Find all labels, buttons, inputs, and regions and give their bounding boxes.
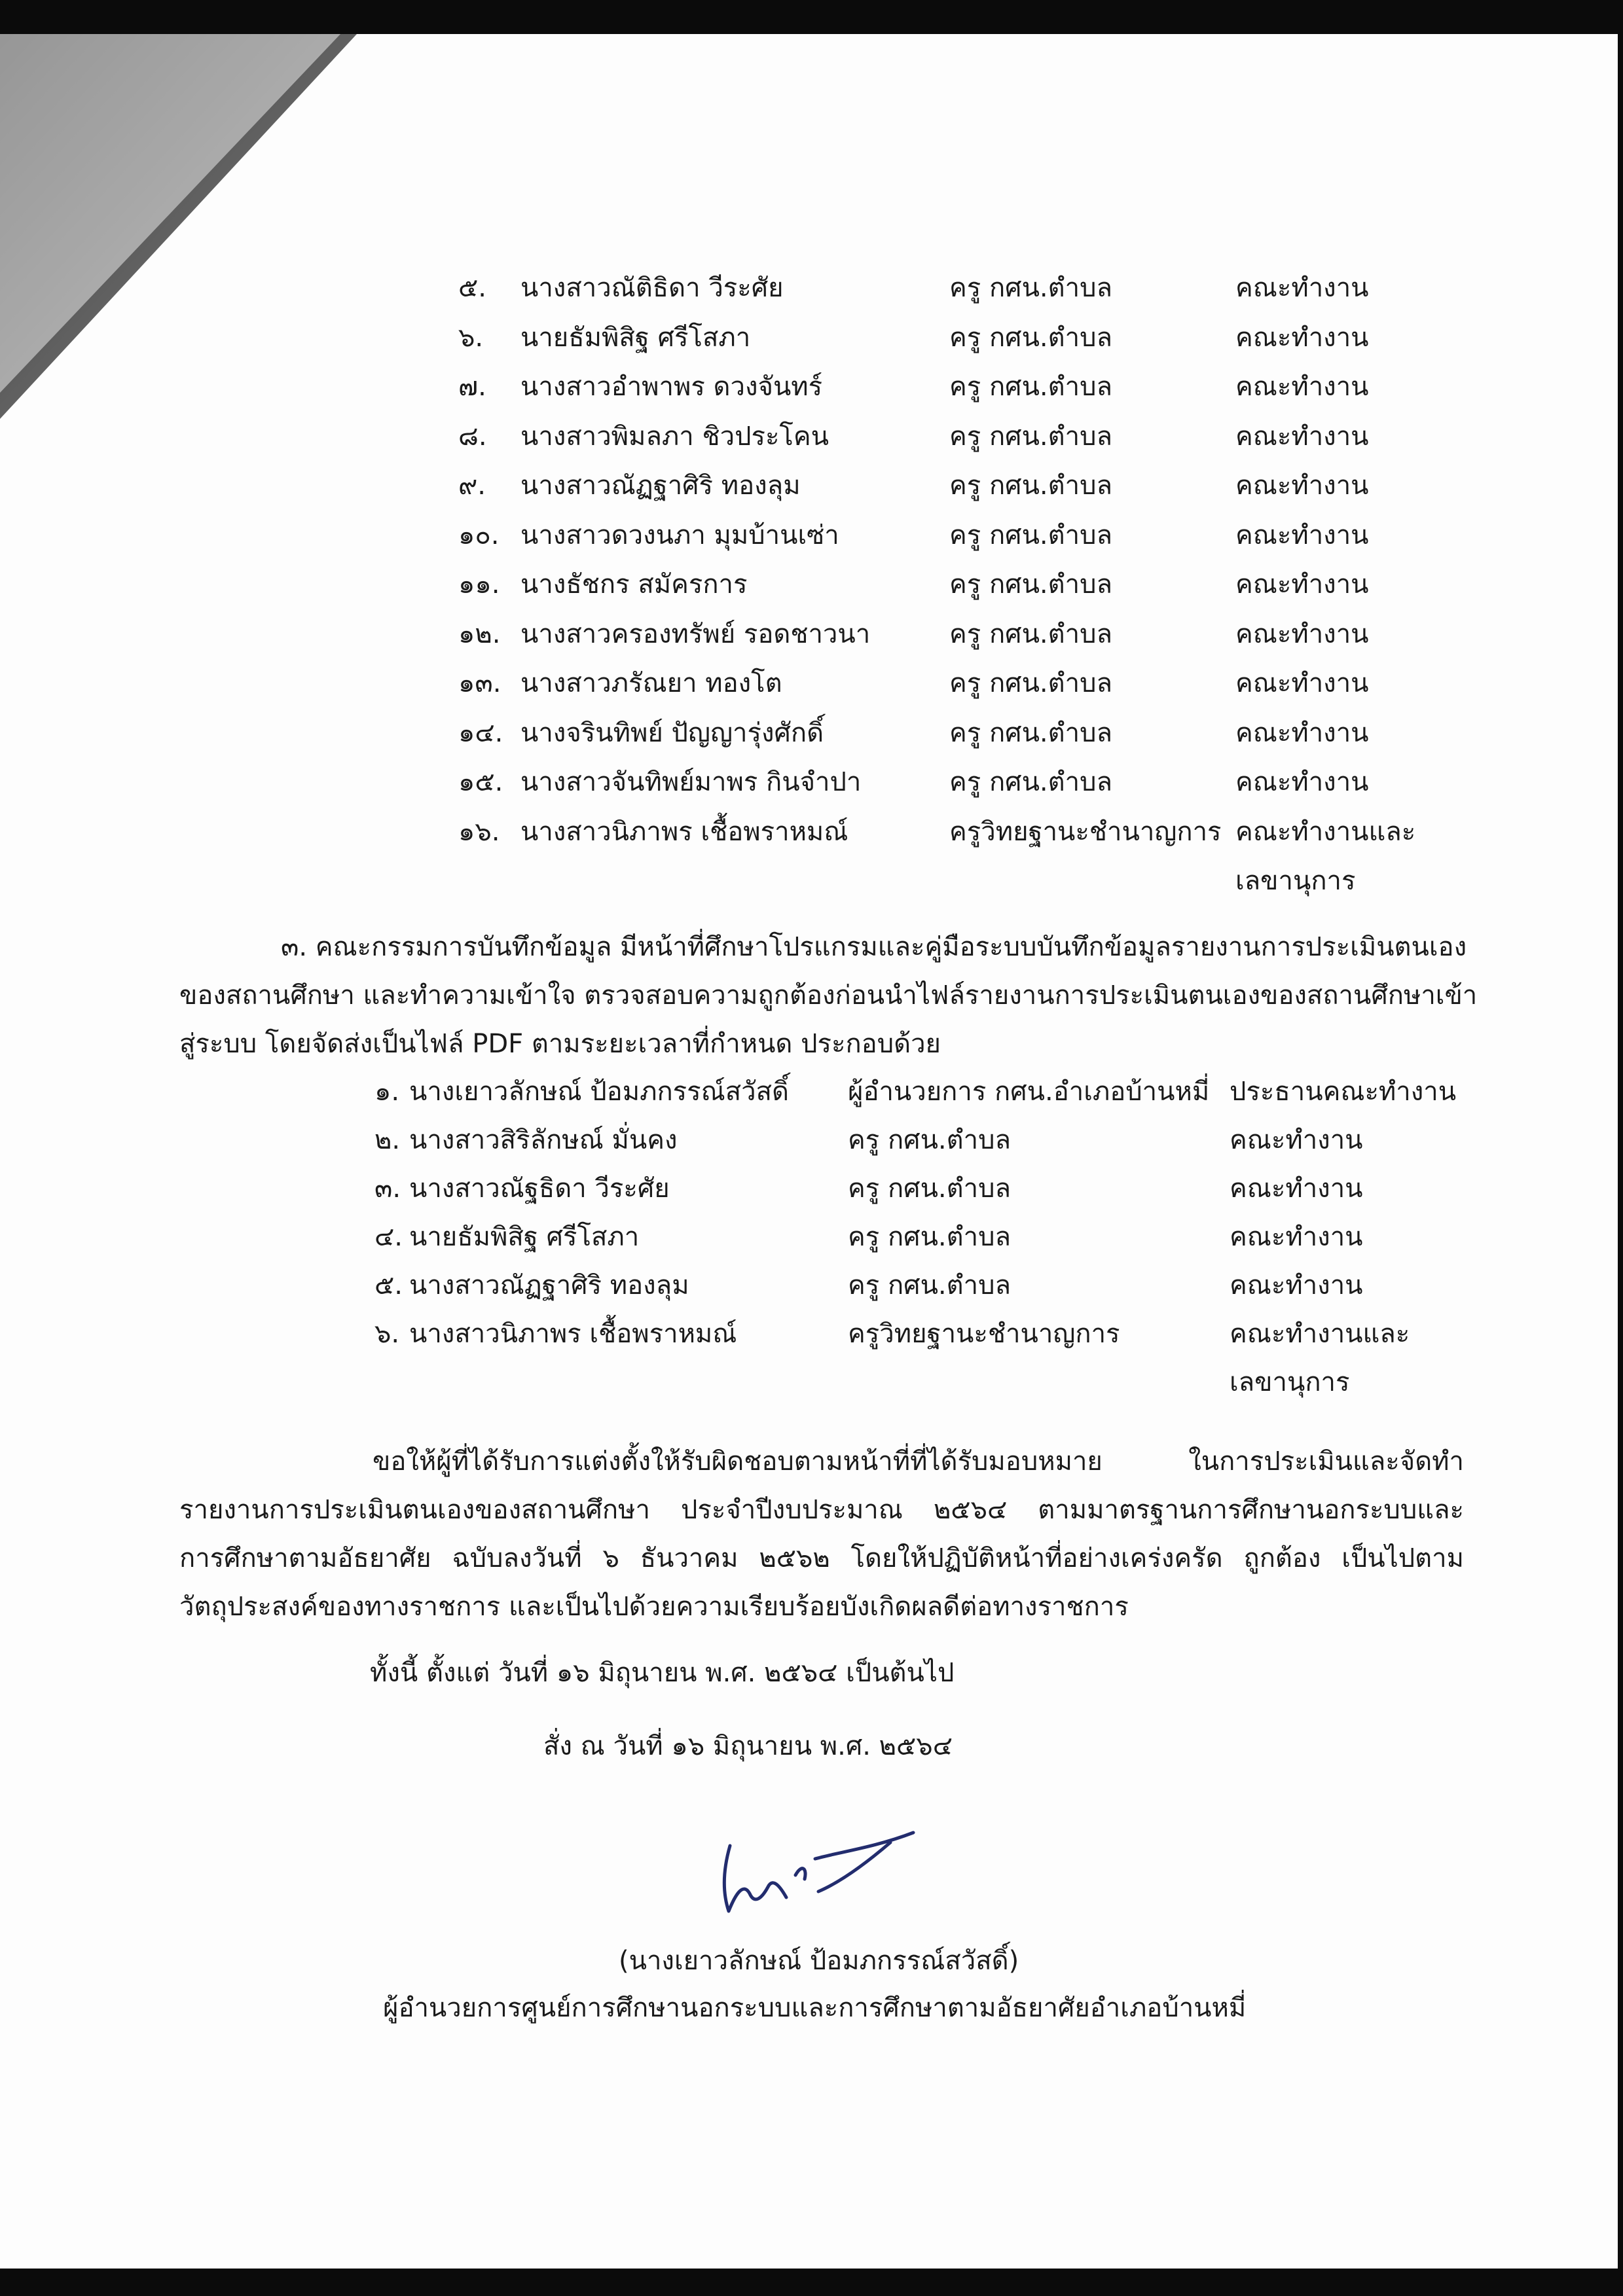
item-number: ๖.: [374, 1319, 400, 1349]
item-number: ๑๐.: [458, 520, 500, 550]
person-name: นางสาวณัฐธิดา วีระศัย: [409, 1174, 670, 1204]
person-position: ครูวิทยฐานะชำนาญการ: [848, 1319, 1120, 1349]
person-name: นางสาวจันทิพย์มาพร กินจำปา: [520, 767, 862, 797]
paragraph-line: การศึกษาตามอัธยาศัย ฉบับลงวันที่ ๖ ธันวาคม ๒๕๖๒ โดยให้ปฏิบัติหน้าที่อย่างเคร่งครัด ถูกต้อง เป็นไปตาม: [179, 1543, 1464, 1573]
committee-role: คณะทำงาน: [1235, 717, 1369, 748]
item-number: ๕.: [374, 1270, 403, 1300]
person-name: นางสาวดวงนภา มุมบ้านเซ่า: [520, 520, 839, 550]
committee-role: เลขานุการ: [1235, 866, 1356, 896]
effective-date: ทั้งนี้ ตั้งแต่ วันที่ ๑๖ มิถุนายน พ.ศ. ๒๕๖๔ เป็นต้นไป: [370, 1658, 955, 1688]
person-name: นางสาวสิริลักษณ์ มั่นคง: [409, 1125, 678, 1155]
paragraph-line: ๓. คณะกรรมการบันทึกข้อมูล มีหน้าที่ศึกษาโปรแกรมและคู่มือระบบบันทึกข้อมูลรายงานการประเมินตนเอง: [281, 932, 1467, 962]
item-number: ๖.: [458, 322, 484, 353]
committee-role: คณะทำงาน: [1230, 1270, 1363, 1300]
item-number: ๓.: [374, 1174, 401, 1204]
item-number: ๒.: [374, 1125, 401, 1155]
person-name: นายธัมพิสิฐ ศรีโสภา: [409, 1222, 640, 1252]
person-name: นายธัมพิสิฐ ศรีโสภา: [520, 322, 751, 353]
paragraph-line: สู่ระบบ โดยจัดส่งเป็นไฟล์ PDF ตามระยะเวลาที่กำหนด ประกอบด้วย: [179, 1029, 941, 1059]
committee-role: คณะทำงาน: [1235, 372, 1369, 402]
committee-role: ประธานคณะทำงาน: [1230, 1077, 1457, 1107]
person-position: ผู้อำนวยการ กศน.อำเภอบ้านหมี่: [848, 1077, 1210, 1107]
person-position: ครู กศน.ตำบล: [949, 520, 1112, 550]
item-number: ๕.: [458, 273, 486, 303]
person-position: ครู กศน.ตำบล: [848, 1270, 1011, 1300]
committee-role: เลขานุการ: [1230, 1367, 1350, 1397]
person-name: นางจรินทิพย์ ปัญญารุ่งศักดิ์: [520, 717, 824, 748]
person-position: ครู กศน.ตำบล: [949, 668, 1112, 698]
committee-role: คณะทำงาน: [1235, 668, 1369, 698]
item-number: ๑๒.: [458, 619, 501, 649]
person-position: ครู กศน.ตำบล: [949, 372, 1112, 402]
person-position: ครู กศน.ตำบล: [848, 1174, 1011, 1204]
item-number: ๘.: [458, 421, 487, 452]
person-name: นางธัชกร สมัครการ: [520, 569, 748, 600]
committee-role: คณะทำงาน: [1230, 1125, 1363, 1155]
paragraph-line: วัตถุประสงค์ของทางราชการ และเป็นไปด้วยความเรียบร้อยบังเกิดผลดีต่อทางราชการ: [179, 1592, 1129, 1622]
item-number: ๗.: [458, 372, 486, 402]
item-number: ๑๓.: [458, 668, 501, 698]
person-name: นางสาวณัฏฐาศิริ ทองลุม: [409, 1270, 689, 1300]
committee-role: คณะทำงาน: [1235, 322, 1369, 353]
person-position: ครู กศน.ตำบล: [949, 322, 1112, 353]
item-number: ๔.: [374, 1222, 403, 1252]
person-position: ครู กศน.ตำบล: [949, 273, 1112, 303]
paragraph-line: รายงานการประเมินตนเองของสถานศึกษา ประจำปีงบประมาณ ๒๕๖๔ ตามมาตรฐานการศึกษานอกระบบและ: [179, 1495, 1464, 1525]
order-date: สั่ง ณ วันที่ ๑๖ มิถุนายน พ.ศ. ๒๕๖๔: [543, 1731, 953, 1761]
person-name: นางสาวนิภาพร เชื้อพราหมณ์: [520, 816, 848, 847]
committee-role: คณะทำงานและ: [1230, 1319, 1410, 1349]
section-3-paragraph: [179, 923, 1478, 1068]
person-name: นางสาวณัฏฐาศิริ ทองลุม: [520, 471, 801, 501]
committee-role: คณะทำงาน: [1235, 421, 1369, 452]
person-position: ครู กศน.ตำบล: [949, 421, 1112, 452]
person-name: นางสาวนิภาพร เชื้อพราหมณ์: [409, 1319, 737, 1349]
person-name: นางสาวครองทรัพย์ รอดชาวนา: [520, 619, 871, 649]
committee-role: คณะทำงาน: [1235, 273, 1369, 303]
item-number: ๑.: [374, 1077, 400, 1107]
handwritten-signature: [704, 1829, 926, 1928]
person-name: นางสาวพิมลภา ชิวประโคน: [520, 421, 830, 452]
person-position: ครู กศน.ตำบล: [949, 471, 1112, 501]
committee-role: คณะทำงาน: [1235, 471, 1369, 501]
committee-role: คณะทำงาน: [1235, 619, 1369, 649]
item-number: ๑๑.: [458, 569, 500, 600]
committee-role: คณะทำงาน: [1230, 1222, 1363, 1252]
item-number: ๙.: [458, 471, 486, 501]
paragraph-line: ของสถานศึกษา และทำความเข้าใจ ตรวจสอบความถูกต้องก่อนนำไฟล์รายงานการประเมินตนเองของสถานศึกษาเข้า: [179, 980, 1478, 1011]
person-position: ครู กศน.ตำบล: [949, 717, 1112, 748]
committee-role: คณะทำงาน: [1230, 1174, 1363, 1204]
signer-title: ผู้อำนวยการศูนย์การศึกษานอกระบบและการศึกษาตามอัธยาศัยอำเภอบ้านหมี่: [383, 1993, 1247, 2023]
committee-role: คณะทำงาน: [1235, 569, 1369, 600]
item-number: ๑๕.: [458, 767, 503, 797]
person-name: นางสาวอำพาพร ดวงจันทร์: [520, 372, 823, 402]
person-name: นางเยาวลักษณ์ ป้อมภกรรณ์สวัสดิ์: [409, 1077, 789, 1107]
person-position: ครู กศน.ตำบล: [949, 569, 1112, 600]
person-name: นางสาวภรัณยา ทองโต: [520, 668, 782, 698]
person-position: ครู กศน.ตำบล: [949, 619, 1112, 649]
closing-paragraph: [179, 1437, 1464, 1631]
paragraph-line: ขอให้ผู้ที่ได้รับการแต่งตั้งให้รับผิดชอบตามหน้าที่ที่ได้รับมอบหมาย ในการประเมินและจัดทำ: [373, 1446, 1464, 1477]
committee-role: คณะทำงาน: [1235, 520, 1369, 550]
item-number: ๑๖.: [458, 816, 500, 847]
signer-name: (นางเยาวลักษณ์ ป้อมภกรรณ์สวัสดิ์): [619, 1946, 1019, 1976]
item-number: ๑๔.: [458, 717, 503, 748]
committee-role: คณะทำงานและ: [1235, 816, 1416, 847]
person-position: ครู กศน.ตำบล: [848, 1125, 1011, 1155]
person-position: ครู กศน.ตำบล: [949, 767, 1112, 797]
person-position: ครู กศน.ตำบล: [848, 1222, 1011, 1252]
committee-role: คณะทำงาน: [1235, 767, 1369, 797]
person-position: ครูวิทยฐานะชำนาญการ: [949, 816, 1222, 847]
person-name: นางสาวณัติธิดา วีระศัย: [520, 273, 784, 303]
